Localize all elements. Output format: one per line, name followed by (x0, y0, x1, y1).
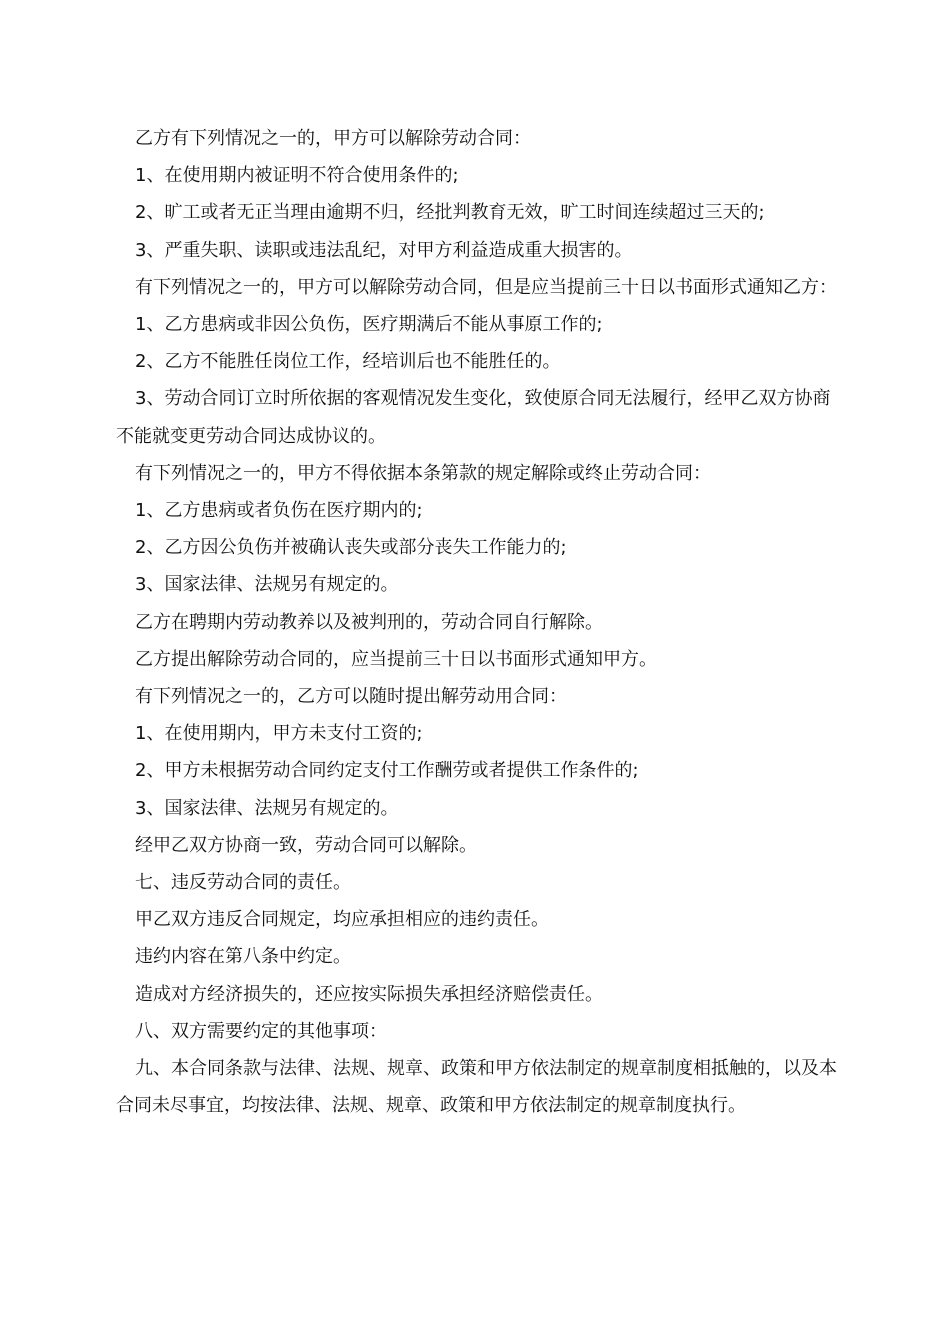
section-heading: 七、违反劳动合同的责任。 (135, 872, 351, 894)
document-body (116, 120, 841, 1124)
paragraph: 3、国家法律、法规另有规定的。 (135, 574, 399, 596)
paragraph: 3、劳动合同订立时所依据的客观情况发生变化，致使原合同无法履行，经甲乙双方协商不能就变更劳动合同达成协议的。 (116, 388, 831, 447)
paragraph: 2、甲方未根据劳动合同约定支付工作酬劳或者提供工作条件的; (135, 760, 639, 782)
paragraph: 1、在使用期内，甲方未支付工资的; (135, 723, 423, 745)
paragraph: 2、乙方因公负伤并被确认丧失或部分丧失工作能力的; (135, 537, 567, 559)
paragraph: 甲乙双方违反合同规定，均应承担相应的违约责任。 (135, 909, 549, 931)
paragraph: 造成对方经济损失的，还应按实际损失承担经济赔偿责任。 (135, 983, 603, 1005)
paragraph: 1、乙方患病或非因公负伤，医疗期满后不能从事原工作的; (135, 314, 603, 336)
paragraph: 有下列情况之一的，甲方可以解除劳动合同，但是应当提前三十日以书面形式通知乙方： (135, 276, 837, 298)
paragraph: 乙方有下列情况之一的，甲方可以解除劳动合同： (135, 128, 531, 149)
section-heading: 八、双方需要约定的其他事项： (135, 1020, 387, 1042)
paragraph: 有下列情况之一的，甲方不得依据本条第款的规定解除或终止劳动合同： (135, 462, 711, 484)
paragraph: 3、国家法律、法规另有规定的。 (135, 797, 399, 819)
paragraph: 乙方在聘期内劳动教养以及被判刑的，劳动合同自行解除。 (135, 611, 603, 633)
paragraph: 乙方提出解除劳动合同的，应当提前三十日以书面形式通知甲方。 (135, 648, 657, 670)
paragraph: 违约内容在第八条中约定。 (135, 946, 351, 968)
paragraph: 3、严重失职、读职或违法乱纪，对甲方利益造成重大损害的。 (135, 239, 633, 261)
paragraph: 2、乙方不能胜任岗位工作，经培训后也不能胜任的。 (135, 351, 561, 373)
paragraph: 1、乙方患病或者负伤在医疗期内的; (135, 500, 423, 522)
paragraph: 2、旷工或者无正当理由逾期不归，经批判教育无效，旷工时间连续超过三天的; (135, 202, 765, 224)
paragraph: 有下列情况之一的，乙方可以随时提出解劳动用合同： (135, 686, 567, 708)
paragraph: 1、在使用期内被证明不符合使用条件的; (135, 165, 459, 187)
paragraph: 九、本合同条款与法律、法规、规章、政策和甲方依法制定的规章制度相抵触的，以及本合同未尽事宜，均按法律、法规、规章、政策和甲方依法制定的规章制度执行。 (116, 1058, 837, 1117)
paragraph: 经甲乙双方协商一致，劳动合同可以解除。 (135, 834, 477, 856)
